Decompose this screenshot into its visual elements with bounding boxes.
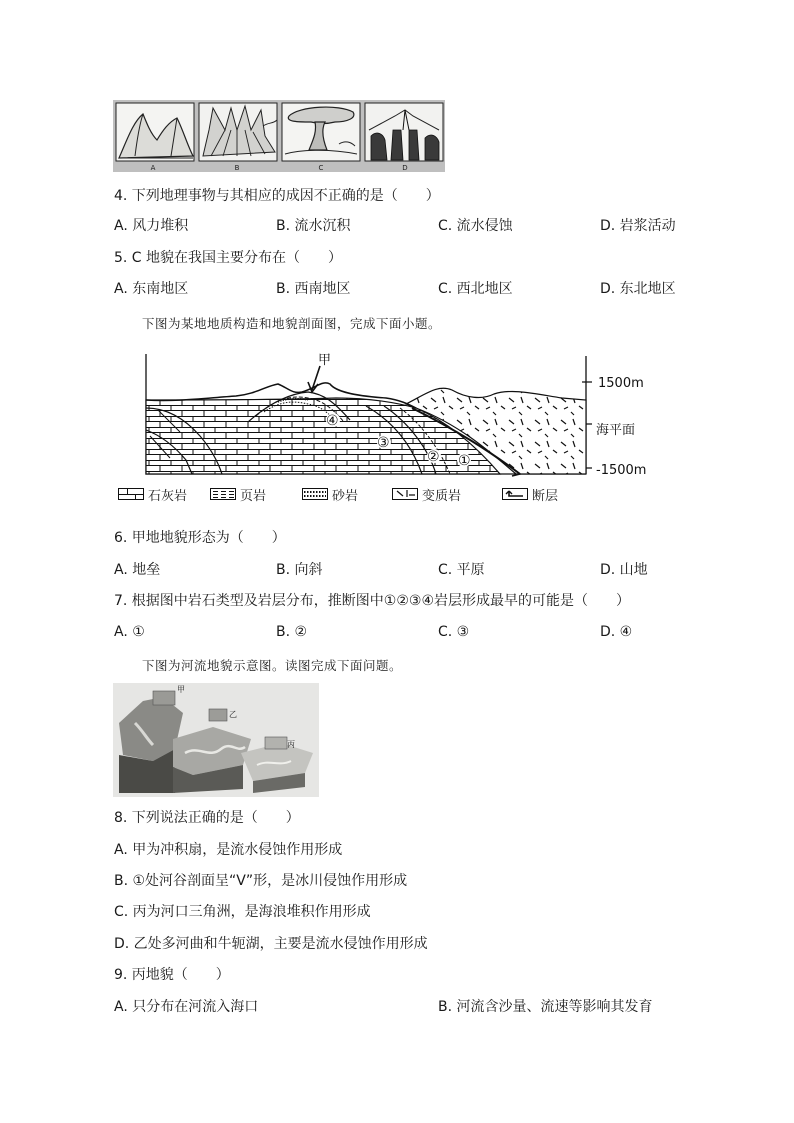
panel-b-fan bbox=[199, 103, 277, 161]
legend-fault-label: 断层 bbox=[532, 488, 559, 504]
river-landform-svg bbox=[113, 683, 319, 797]
q6-stem: 6. 甲地地貌形态为（ ） bbox=[114, 530, 286, 546]
layer-label-4: ④ bbox=[326, 413, 339, 429]
metamorphic-swatch bbox=[392, 488, 418, 500]
panel-d-volcano bbox=[365, 103, 443, 161]
q6-option-b[interactable]: B. 向斜 bbox=[276, 562, 323, 578]
q8-option-a[interactable]: A. 甲为冲积扇，是流水侵蚀作用形成 bbox=[114, 842, 343, 858]
q4-option-c[interactable]: C. 流水侵蚀 bbox=[438, 218, 513, 234]
q5-option-b[interactable]: B. 西南地区 bbox=[276, 281, 351, 297]
panel-a-dunes bbox=[116, 103, 194, 161]
q6-option-a[interactable]: A. 地垒 bbox=[114, 562, 161, 578]
river-landform-figure bbox=[113, 683, 319, 797]
elevation-top-label: 1500m bbox=[598, 376, 644, 391]
q7-option-a[interactable]: A. ① bbox=[114, 624, 145, 640]
q9-stem: 9. 丙地貌（ ） bbox=[114, 967, 230, 983]
layer-label-2: ② bbox=[427, 449, 440, 465]
q6-option-c[interactable]: C. 平原 bbox=[438, 562, 485, 578]
q4-option-b[interactable]: B. 流水沉积 bbox=[276, 218, 351, 234]
q8-option-c[interactable]: C. 丙为河口三角洲，是海浪堆积作用形成 bbox=[114, 904, 371, 920]
q8-stem: 8. 下列说法正确的是（ ） bbox=[114, 810, 300, 826]
q7-option-d[interactable]: D. ④ bbox=[600, 624, 633, 640]
intro-geology: 下图为某地地质构造和地貌剖面图，完成下面小题。 bbox=[142, 316, 442, 331]
q7-option-b[interactable]: B. ② bbox=[276, 624, 308, 640]
panel-label-d: D bbox=[402, 164, 408, 172]
legend-metamorphic-label: 变质岩 bbox=[422, 488, 462, 504]
fault-swatch bbox=[502, 488, 528, 500]
panel-label-a: A bbox=[150, 164, 156, 172]
layer-label-1: ① bbox=[458, 453, 471, 469]
legend-shale bbox=[210, 486, 266, 502]
landform-panels-svg bbox=[113, 100, 445, 172]
q5-option-c[interactable]: C. 西北地区 bbox=[438, 281, 513, 297]
legend-limestone bbox=[118, 486, 187, 502]
q5-option-a[interactable]: A. 东南地区 bbox=[114, 281, 189, 297]
legend-fault bbox=[502, 486, 558, 502]
limestone-swatch bbox=[118, 488, 144, 500]
layer-label-3: ③ bbox=[377, 435, 390, 451]
q9-option-a[interactable]: A. 只分布在河流入海口 bbox=[114, 999, 259, 1015]
q9-option-b[interactable]: B. 河流含沙量、流速等影响其发育 bbox=[438, 999, 653, 1015]
legend-metamorphic bbox=[392, 486, 461, 502]
legend-limestone-label: 石灰岩 bbox=[148, 488, 188, 504]
q8-option-d[interactable]: D. 乙处多河曲和牛轭湖，主要是流水侵蚀作用形成 bbox=[114, 936, 428, 952]
river-label-jia: 甲 bbox=[177, 685, 185, 694]
q8-option-b[interactable]: B. ①处河谷剖面呈“V”形，是冰川侵蚀作用形成 bbox=[114, 873, 408, 889]
q4-option-d[interactable]: D. 岩浆活动 bbox=[600, 218, 676, 234]
panel-label-b: B bbox=[234, 164, 240, 172]
sea-level-label: 海平面 bbox=[596, 423, 636, 438]
intro-river: 下图为河流地貌示意图。读图完成下面问题。 bbox=[142, 658, 403, 673]
legend-sandstone-label: 砂岩 bbox=[332, 488, 359, 504]
landform-panels-figure bbox=[113, 100, 445, 172]
river-label-yi: 乙 bbox=[229, 710, 237, 719]
label-jia: 甲 bbox=[318, 353, 332, 368]
legend-shale-label: 页岩 bbox=[240, 488, 267, 504]
q7-option-c[interactable]: C. ③ bbox=[438, 624, 470, 640]
q4-option-a[interactable]: A. 风力堆积 bbox=[114, 218, 189, 234]
q5-stem: 5. C 地貌在我国主要分布在（ ） bbox=[114, 250, 343, 266]
q6-option-d[interactable]: D. 山地 bbox=[600, 562, 648, 578]
panel-label-c: C bbox=[318, 164, 324, 172]
panel-c-mushroom-rock bbox=[282, 103, 360, 161]
elevation-bottom-label: -1500m bbox=[596, 463, 647, 478]
river-label-bing: 丙 bbox=[287, 740, 295, 749]
q7-stem: 7. 根据图中岩石类型及岩层分布，推断图中①②③④岩层形成最早的可能是（ ） bbox=[114, 593, 631, 609]
sandstone-swatch bbox=[302, 488, 328, 500]
q5-option-d[interactable]: D. 东北地区 bbox=[600, 281, 676, 297]
q4-stem: 4. 下列地理事物与其相应的成因不正确的是（ ） bbox=[114, 188, 440, 204]
shale-swatch bbox=[210, 488, 236, 500]
legend-sandstone bbox=[302, 486, 358, 502]
